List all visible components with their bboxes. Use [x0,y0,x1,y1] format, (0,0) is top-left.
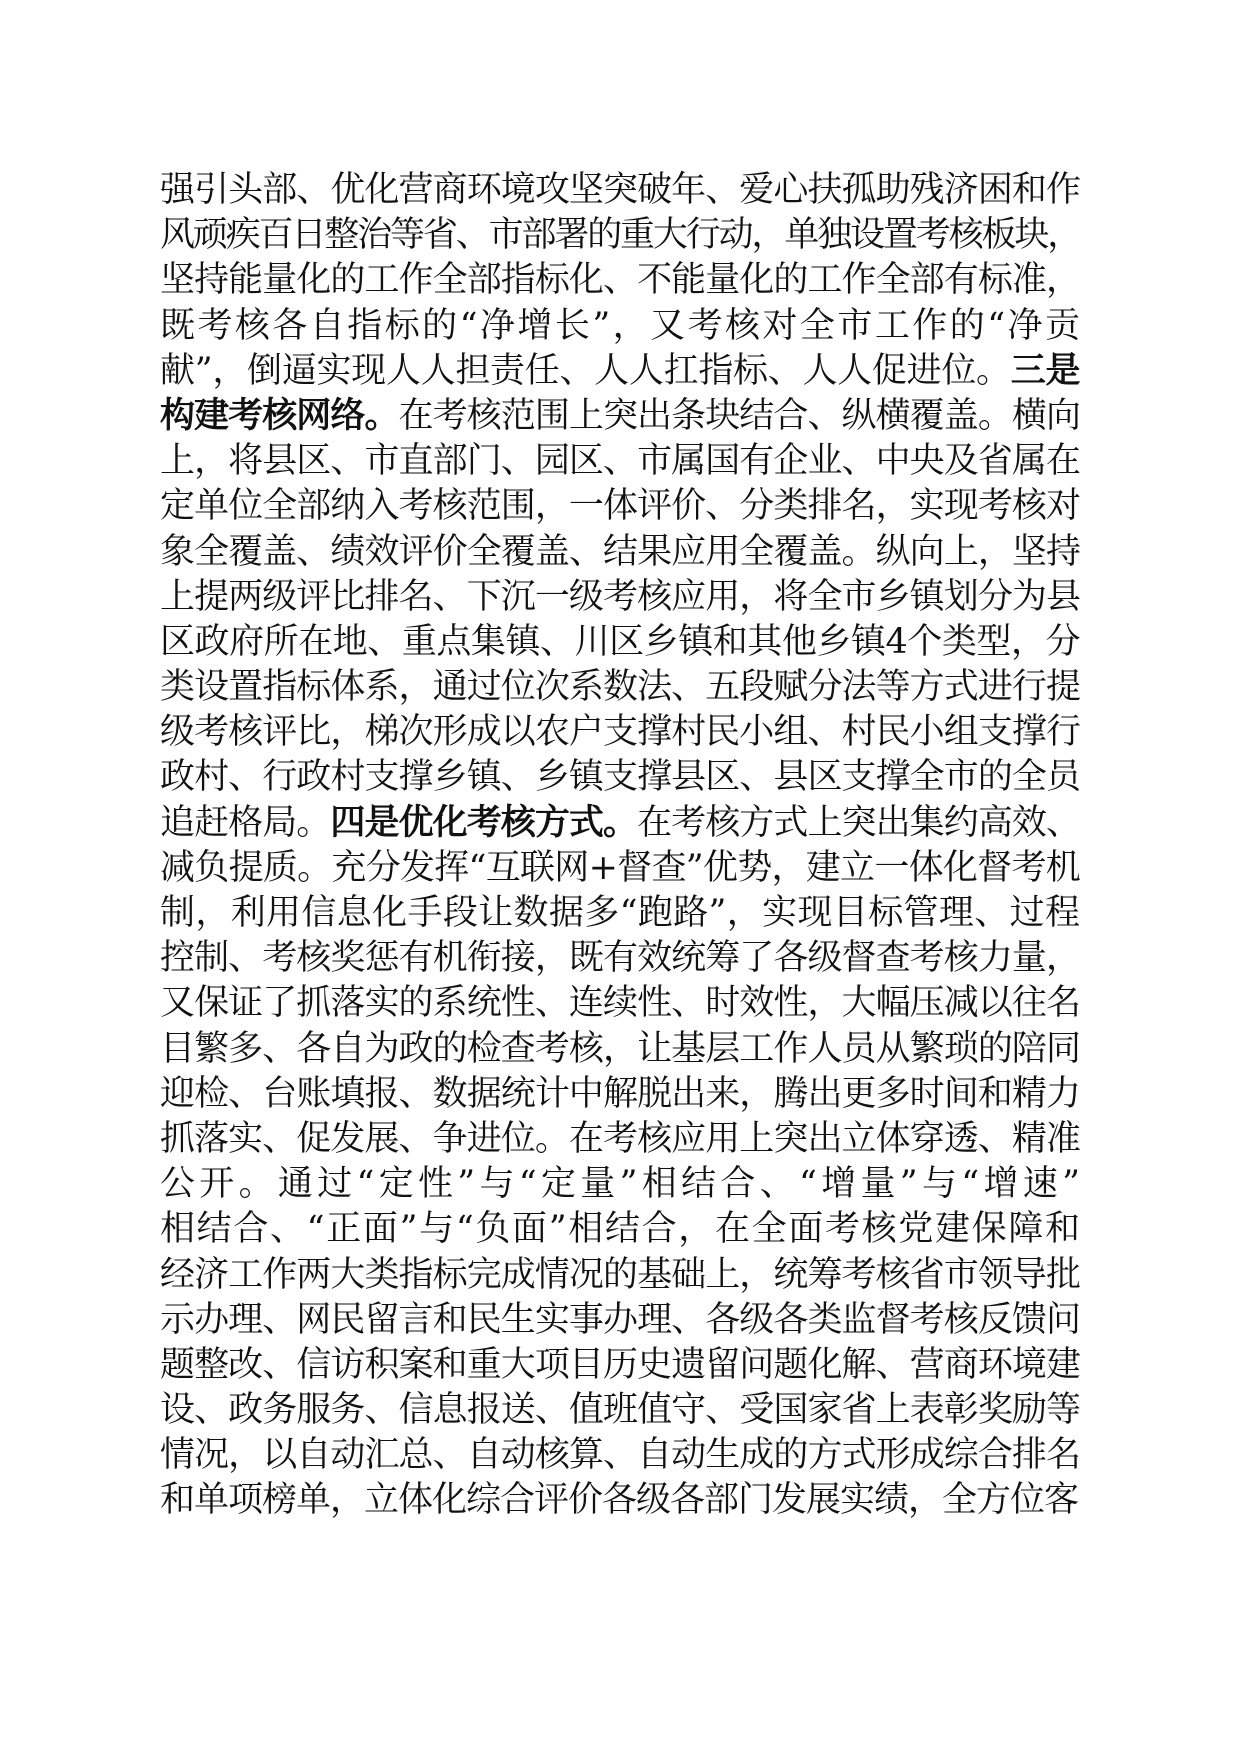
text-segment: 控制、考核奖惩有机衔接，既有效统筹了各级督查考核力量， [160,938,1080,979]
text-segment: 目繁多、各自为政的检查考核，让基层工作人员从繁琐的陪同 [160,1028,1080,1069]
bold-heading-segment: 构建考核网络。 [160,395,399,436]
text-segment: 级考核评比，梯次形成以农户支撑村民小组、村民小组支撑行 [160,712,1080,753]
bold-heading-segment: 四是优化考核方式。 [330,802,638,843]
text-line [160,484,1080,529]
text-line [160,620,1080,665]
text-line [160,1253,1080,1298]
text-segment: 区政府所在地、重点集镇、川区乡镇和其他乡镇4个类型，分 [160,621,1080,662]
text-line [160,801,1080,846]
text-segment: 示办理、网民留言和民生实事办理、各级各类监督考核反馈问 [160,1299,1080,1340]
text-segment: 和单项榜单，立体化综合评价各级各部门发展实绩，全方位客 [160,1480,1079,1521]
text-line [160,1027,1080,1072]
text-segment: 上，将县区、市直部门、园区、市属国有企业、中央及省属在 [160,441,1080,482]
text-segment: 在考核范围上突出条块结合、纵横覆盖。横向 [398,395,1080,436]
text-line [160,1343,1080,1388]
text-segment: 既考核各自指标的“净增长”，又考核对全市工作的“净贡 [160,305,1080,346]
text-line [160,846,1080,891]
text-segment: 题整改、信访积案和重大项目历史遗留问题化解、营商环境建 [160,1344,1080,1385]
text-line [160,981,1080,1026]
text-segment: 在考核方式上突出集约高效、 [637,802,1080,843]
text-segment: 制，利用信息化手段让数据多“跑路”，实现目标管理、过程 [160,893,1080,933]
text-line [160,349,1080,394]
text-segment: 献”，倒逼实现人人担责任、人人扛指标、人人促进位。 [160,350,1011,391]
text-segment: 抓落实、促发展、争进位。在考核应用上突出立体穿透、精准 [160,1118,1080,1159]
bold-heading-segment: 三是 [1010,350,1080,391]
text-line [160,530,1080,575]
text-segment: 迎检、台账填报、数据统计中解脱出来，腾出更多时间和精力 [160,1073,1080,1114]
text-segment: 类设置指标体系，通过位次系数法、五段赋分法等方式进行提 [160,667,1080,708]
text-line [160,1388,1080,1433]
text-segment: 定单位全部纳入考核范围，一体评价、分类排名，实现考核对 [160,486,1080,527]
text-line [160,1433,1080,1478]
text-segment: 减负提质。充分发挥“互联网+督查”优势，建立一体化督考机 [160,847,1080,888]
text-line [160,304,1080,349]
text-segment: 风顽疾百日整治等省、市部署的重大行动，单独设置考核板块， [160,215,1080,256]
text-line [160,710,1080,755]
text-line [160,665,1080,710]
text-segment: 经济工作两大类指标完成情况的基础上，统筹考核省市领导批 [160,1254,1080,1295]
text-segment: 又保证了抓落实的系统性、连续性、时效性，大幅压减以往名 [160,983,1080,1024]
text-segment: 强引头部、优化营商环境攻坚突破年、爱心扶孤助残济困和作 [160,170,1080,210]
text-line [160,575,1080,620]
text-line [160,1117,1080,1162]
text-line [160,1298,1080,1343]
text-line [160,755,1080,800]
text-line [160,439,1080,484]
text-line [160,891,1080,936]
text-segment: 追赶格局。 [160,802,331,843]
text-segment: 坚持能量化的工作全部指标化、不能量化的工作全部有标准， [160,260,1080,301]
text-line [160,1207,1080,1252]
text-segment: 情况，以自动汇总、自动核算、自动生成的方式形成综合排名 [160,1435,1080,1476]
text-line [160,213,1080,258]
text-segment: 政村、行政村支撑乡镇、乡镇支撑县区、县区支撑全市的全员 [160,757,1080,798]
text-line [160,1162,1080,1207]
text-line [160,394,1080,439]
text-line [160,1478,1080,1523]
text-segment: 象全覆盖、绩效评价全覆盖、结果应用全覆盖。纵向上，坚持 [160,531,1080,572]
text-segment: 设、政务服务、信息报送、值班值守、受国家省上表彰奖励等 [160,1390,1080,1431]
text-line [160,936,1080,981]
text-segment: 相结合、“正面”与“负面”相结合，在全面考核党建保障和 [160,1209,1080,1250]
text-segment: 上提两级评比排名、下沉一级考核应用，将全市乡镇划分为县 [160,576,1080,617]
body-text [160,168,1080,1524]
text-line [160,168,1080,213]
text-segment: 公开。通过“定性”与“定量”相结合、“增量”与“增速” [160,1164,1080,1205]
text-line [160,1072,1080,1117]
text-line [160,258,1080,303]
